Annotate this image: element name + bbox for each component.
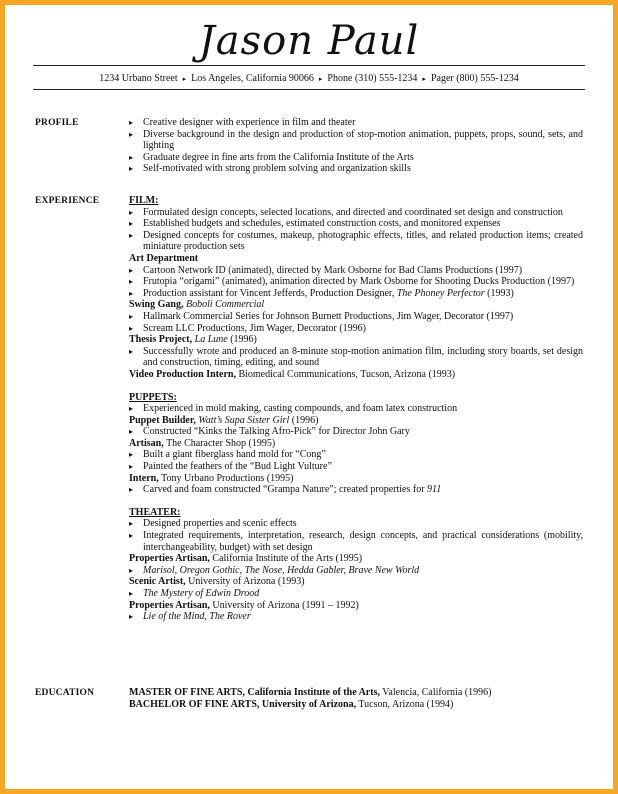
list-item: ▸ Self-motivated with strong problem solving and organization skills bbox=[129, 163, 583, 175]
list-item: ▸ Integrated requirements, interpretation, research, design concepts, and practical considerations (mobility, interchangeability, budget) with set design bbox=[129, 530, 583, 553]
list-item: ▸ Designed properties and scenic effects bbox=[129, 518, 583, 530]
role-properties-artisan: Properties Artisan, California Institute of the Arts (1995) bbox=[129, 553, 363, 565]
list-item: ▸ Formulated design concepts, selected locations, and directed and coordinated set design and construction bbox=[129, 207, 583, 219]
list-item: ▸ Frutopia “origami” (animated), animation directed by Mark Osborne for Shooting Ducks Production (1997) bbox=[129, 276, 583, 288]
list-item: ▸ Graduate degree in fine arts from the California Institute of the Arts bbox=[129, 152, 583, 164]
separator-icon: ▸ bbox=[182, 75, 187, 83]
phone: Phone (310) 555-1234 bbox=[327, 73, 418, 84]
film-heading: FILM: bbox=[129, 195, 159, 206]
list-item: ▸ Cartoon Network ID (animated), directed by Mark Osborne for Bad Clams Productions (1997) bbox=[129, 265, 583, 277]
pager: Pager (800) 555-1234 bbox=[430, 73, 519, 84]
role-puppet-builder: Puppet Builder, Watt’s Supa Sister Girl (1996) bbox=[129, 414, 319, 426]
list-item: ▸ The Mystery of Edwin Drood bbox=[129, 588, 583, 600]
theater-heading: THEATER: bbox=[129, 506, 181, 518]
list-item: ▸ Marisol, Oregon Gothic, The Nose, Hedda Gabler, Brave New World bbox=[129, 565, 583, 577]
role-art-department: Art Department bbox=[129, 252, 199, 264]
role-intern: Intern, Tony Urbano Productions (1995) bbox=[129, 472, 294, 484]
list-item: ▸ Hallmark Commercial Series for Johnson Burnett Productions, Jim Wager, Decorator (1997) bbox=[129, 311, 583, 323]
list-item: ▸ Carved and foam constructed “Grampa Nature”; created properties for 911 bbox=[129, 484, 583, 496]
separator-icon: ▸ bbox=[318, 75, 323, 83]
city: Los Angeles, California 90066 bbox=[191, 73, 314, 84]
address: 1234 Urbano Street bbox=[99, 73, 178, 84]
role-thesis-project: Thesis Project, La Lune (1996) bbox=[129, 334, 257, 346]
puppets-heading: PUPPETS: bbox=[129, 391, 177, 403]
list-item: ▸ Experienced in mold making, casting compounds, and foam latex construction bbox=[129, 403, 583, 415]
role-properties-artisan-2: Properties Artisan, University of Arizona (1991 – 1992) bbox=[129, 599, 359, 611]
experience-section bbox=[129, 195, 583, 623]
section-label-profile: PROFILE bbox=[35, 118, 79, 128]
list-item: ▸ Established budgets and schedules, estimated construction costs, and monitored expenses bbox=[129, 218, 583, 230]
section-label-experience: EXPERIENCE bbox=[35, 196, 100, 206]
contact-line bbox=[33, 73, 585, 85]
list-item: ▸ Designed concepts for costumes, makeup, photographic effects, titles, and related production items; created miniature production sets bbox=[129, 230, 583, 253]
list-item: ▸ Creative designer with experience in film and theater bbox=[129, 117, 583, 129]
degree-bfa: BACHELOR OF FINE ARTS, University of Arizona, Tucson, Arizona (1994) bbox=[129, 698, 454, 710]
degree-mfa: MASTER OF FINE ARTS, California Institute of the Arts, Valencia, California (1996) bbox=[129, 687, 492, 698]
list-item: ▸ Successfully wrote and produced an 8-minute stop-motion animation film, including story boards, set design and construction, timing, editing, and sound bbox=[129, 346, 583, 369]
role-swing-gang: Swing Gang, Boboli Commercial bbox=[129, 299, 265, 311]
list-item: ▸ Production assistant for Vincent Jefferds, Production Designer, The Phoney Perfector (1993) bbox=[129, 288, 583, 300]
role-artisan: Artisan, The Character Shop (1995) bbox=[129, 437, 276, 449]
list-item: ▸ Painted the feathers of the “Bud Light Vulture” bbox=[129, 461, 583, 473]
header-rule-bottom bbox=[33, 89, 585, 90]
education-section bbox=[129, 687, 583, 710]
role-video-intern: Video Production Intern, Biomedical Communications, Tucson, Arizona (1993) bbox=[129, 368, 456, 380]
separator-icon: ▸ bbox=[422, 75, 426, 83]
list-item: ▸ Scream LLC Productions, Jim Wager, Decorator (1996) bbox=[129, 323, 583, 335]
section-label-education: EDUCATION bbox=[35, 688, 95, 698]
candidate-name: Jason Paul bbox=[198, 18, 420, 64]
list-item: ▸ Lie of the Mind, The Rover bbox=[129, 611, 583, 623]
profile-section bbox=[129, 117, 583, 175]
list-item: ▸ Constructed “Kinks the Talking Afro-Pick” for Director John Gary bbox=[129, 426, 583, 438]
role-scenic-artist: Scenic Artist, University of Arizona (1993) bbox=[129, 576, 305, 588]
list-item: ▸ Built a giant fiberglass hand mold for “Cong” bbox=[129, 449, 583, 461]
list-item: ▸ Diverse background in the design and production of stop-motion animation, puppets, props, sound, sets, and lighting bbox=[129, 129, 583, 152]
header-rule-top bbox=[33, 65, 585, 66]
